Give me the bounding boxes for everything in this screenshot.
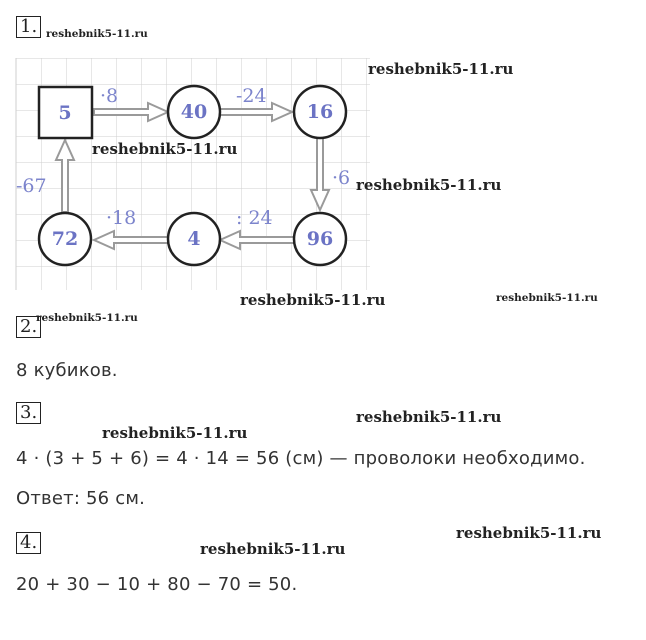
op-multiply-18: ·18 <box>106 207 137 229</box>
node-40: 40 <box>180 101 208 123</box>
watermark: reshebnik5-11.ru <box>368 60 514 78</box>
op-divide-24: : 24 <box>236 207 273 229</box>
op-minus-24: -24 <box>236 85 267 107</box>
node-4: 4 <box>187 228 201 250</box>
op-multiply-6: ·6 <box>332 167 351 189</box>
watermark: reshebnik5-11.ru <box>92 140 238 158</box>
task-number-4: 4. <box>16 532 41 554</box>
task-3-answer: Ответ: 56 см. <box>16 488 146 509</box>
task-3-solution: 4 · (3 + 5 + 6) = 4 · 14 = 56 (см) — проволоки необходимо. <box>16 448 586 469</box>
watermark: reshebnik5-11.ru <box>102 424 248 442</box>
watermark: reshebnik5-11.ru <box>46 28 148 40</box>
task-number-1: 1. <box>16 16 41 38</box>
op-minus-67: -67 <box>16 175 47 197</box>
task-number-2-value: 2 <box>20 316 32 337</box>
node-96: 96 <box>306 228 334 250</box>
task-number-2: 2. <box>16 316 41 338</box>
task-2-answer: 8 кубиков. <box>16 360 118 381</box>
task-number-3: 3. <box>16 402 41 424</box>
watermark: reshebnik5-11.ru <box>36 312 138 324</box>
task-number-3-value: 3 <box>20 402 32 423</box>
task-number-4-value: 4 <box>20 532 32 553</box>
task-4-solution: 20 + 30 − 10 + 80 − 70 = 50. <box>16 574 298 595</box>
watermark: reshebnik5-11.ru <box>240 291 386 309</box>
op-multiply-8: ·8 <box>100 85 119 107</box>
watermark: reshebnik5-11.ru <box>496 292 598 304</box>
node-72: 72 <box>51 228 79 250</box>
watermark: reshebnik5-11.ru <box>456 524 602 542</box>
watermark: reshebnik5-11.ru <box>356 176 502 194</box>
node-5: 5 <box>58 102 72 124</box>
watermark: reshebnik5-11.ru <box>356 408 502 426</box>
watermark: reshebnik5-11.ru <box>200 540 346 558</box>
node-16: 16 <box>306 101 334 123</box>
task-number-1-value: 1 <box>20 16 32 37</box>
